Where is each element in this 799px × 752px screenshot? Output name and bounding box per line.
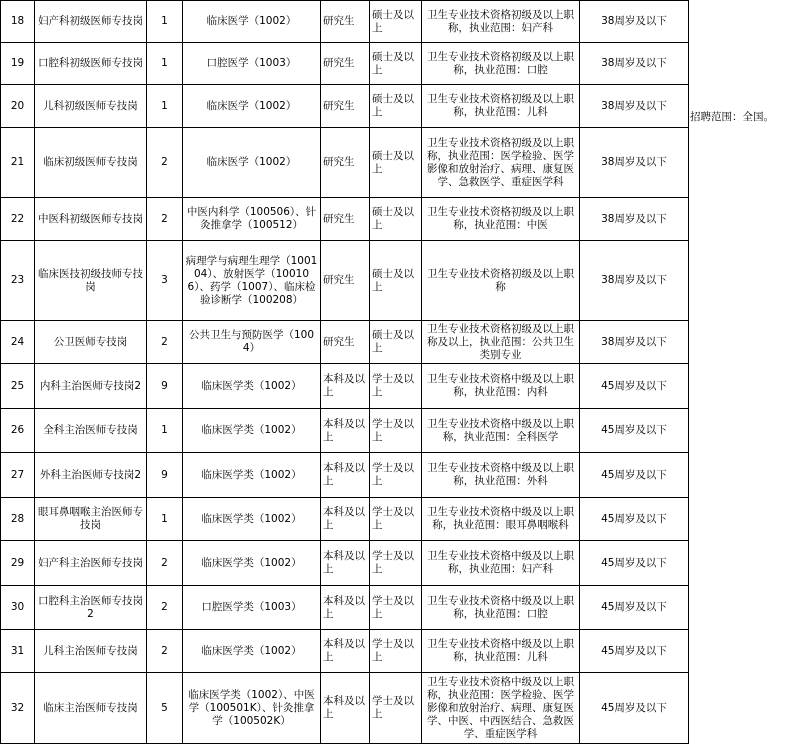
post-name-cell: 临床主治医师专技岗 bbox=[35, 673, 147, 744]
age-limit-cell: 45周岁及以下 bbox=[580, 630, 689, 673]
row-number-cell: 25 bbox=[1, 364, 35, 409]
post-name-cell: 口腔科主治医师专技岗2 bbox=[35, 586, 147, 630]
table-row bbox=[1, 128, 689, 198]
requirements-cell: 卫生专业技术资格中级及以上职称，执业范围：医学检验、医学影像和放射治疗、病理、康复医学、中医、中西医结合、急救医学、重症医学科 bbox=[422, 673, 580, 744]
hire-count-cell: 1 bbox=[147, 85, 183, 128]
requirements-cell: 卫生专业技术资格中级及以上职称，执业范围：妇产科 bbox=[422, 541, 580, 586]
degree-cell: 学士及以上 bbox=[370, 630, 422, 673]
table-row bbox=[1, 198, 689, 241]
major-cell: 口腔医学类（1003） bbox=[183, 586, 321, 630]
requirements-cell: 卫生专业技术资格中级及以上职称，执业范围：内科 bbox=[422, 364, 580, 409]
requirements-cell: 卫生专业技术资格初级及以上职称，执业范围：中医 bbox=[422, 198, 580, 241]
education-cell: 本科及以上 bbox=[321, 409, 370, 453]
requirements-cell: 卫生专业技术资格初级及以上职称，执业范围：妇产科 bbox=[422, 1, 580, 43]
table-row bbox=[1, 85, 689, 128]
major-cell: 临床医学（1002） bbox=[183, 85, 321, 128]
post-name-cell: 中医科初级医师专技岗 bbox=[35, 198, 147, 241]
age-limit-cell: 45周岁及以下 bbox=[580, 498, 689, 541]
row-number-cell: 29 bbox=[1, 541, 35, 586]
major-cell: 临床医学类（1002） bbox=[183, 453, 321, 498]
education-cell: 本科及以上 bbox=[321, 673, 370, 744]
major-cell: 中医内科学（100506）、针灸推拿学（100512） bbox=[183, 198, 321, 241]
education-cell: 本科及以上 bbox=[321, 586, 370, 630]
age-limit-cell: 45周岁及以下 bbox=[580, 541, 689, 586]
table-row bbox=[1, 43, 689, 85]
degree-cell: 学士及以上 bbox=[370, 453, 422, 498]
post-name-cell: 儿科主治医师专技岗 bbox=[35, 630, 147, 673]
hire-count-cell: 5 bbox=[147, 673, 183, 744]
education-cell: 研究生 bbox=[321, 198, 370, 241]
post-name-cell: 妇产科主治医师专技岗 bbox=[35, 541, 147, 586]
major-cell: 临床医学类（1002） bbox=[183, 630, 321, 673]
degree-cell: 硕士及以上 bbox=[370, 43, 422, 85]
age-limit-cell: 38周岁及以下 bbox=[580, 85, 689, 128]
education-cell: 本科及以上 bbox=[321, 498, 370, 541]
hire-count-cell: 1 bbox=[147, 43, 183, 85]
post-name-cell: 全科主治医师专技岗 bbox=[35, 409, 147, 453]
age-limit-cell: 38周岁及以下 bbox=[580, 43, 689, 85]
hire-count-cell: 2 bbox=[147, 198, 183, 241]
education-cell: 本科及以上 bbox=[321, 364, 370, 409]
row-number-cell: 32 bbox=[1, 673, 35, 744]
age-limit-cell: 38周岁及以下 bbox=[580, 241, 689, 321]
hire-count-cell: 2 bbox=[147, 541, 183, 586]
row-number-cell: 19 bbox=[1, 43, 35, 85]
hire-count-cell: 9 bbox=[147, 364, 183, 409]
age-limit-cell: 45周岁及以下 bbox=[580, 453, 689, 498]
hire-count-cell: 2 bbox=[147, 630, 183, 673]
education-cell: 本科及以上 bbox=[321, 541, 370, 586]
hire-count-cell: 1 bbox=[147, 1, 183, 43]
degree-cell: 硕士及以上 bbox=[370, 241, 422, 321]
row-number-cell: 23 bbox=[1, 241, 35, 321]
major-cell: 口腔医学（1003） bbox=[183, 43, 321, 85]
row-number-cell: 26 bbox=[1, 409, 35, 453]
education-cell: 研究生 bbox=[321, 321, 370, 364]
table-row bbox=[1, 498, 689, 541]
degree-cell: 硕士及以上 bbox=[370, 85, 422, 128]
degree-cell: 学士及以上 bbox=[370, 409, 422, 453]
major-cell: 临床医学（1002） bbox=[183, 128, 321, 198]
row-number-cell: 24 bbox=[1, 321, 35, 364]
table-row bbox=[1, 364, 689, 409]
age-limit-cell: 45周岁及以下 bbox=[580, 586, 689, 630]
major-cell: 临床医学类（1002） bbox=[183, 409, 321, 453]
table-row bbox=[1, 453, 689, 498]
hire-count-cell: 3 bbox=[147, 241, 183, 321]
requirements-cell: 卫生专业技术资格中级及以上职称，执业范围：儿科 bbox=[422, 630, 580, 673]
post-name-cell: 临床医技初级技师专技岗 bbox=[35, 241, 147, 321]
education-cell: 研究生 bbox=[321, 241, 370, 321]
post-name-cell: 临床初级医师专技岗 bbox=[35, 128, 147, 198]
major-cell: 临床医学类（1002） bbox=[183, 541, 321, 586]
hire-count-cell: 1 bbox=[147, 498, 183, 541]
post-name-cell: 公卫医师专技岗 bbox=[35, 321, 147, 364]
degree-cell: 学士及以上 bbox=[370, 541, 422, 586]
row-number-cell: 28 bbox=[1, 498, 35, 541]
degree-cell: 硕士及以上 bbox=[370, 198, 422, 241]
requirements-cell: 卫生专业技术资格中级及以上职称，执业范围：外科 bbox=[422, 453, 580, 498]
post-name-cell: 眼耳鼻咽喉主治医师专技岗 bbox=[35, 498, 147, 541]
age-limit-cell: 38周岁及以下 bbox=[580, 128, 689, 198]
degree-cell: 硕士及以上 bbox=[370, 1, 422, 43]
requirements-cell: 卫生专业技术资格初级及以上职称，执业范围：口腔 bbox=[422, 43, 580, 85]
requirements-cell: 卫生专业技术资格初级及以上职称 bbox=[422, 241, 580, 321]
major-cell: 临床医学（1002） bbox=[183, 1, 321, 43]
hire-count-cell: 1 bbox=[147, 409, 183, 453]
education-cell: 研究生 bbox=[321, 43, 370, 85]
age-limit-cell: 38周岁及以下 bbox=[580, 1, 689, 43]
requirements-cell: 卫生专业技术资格中级及以上职称，执业范围：眼耳鼻咽喉科 bbox=[422, 498, 580, 541]
table-row bbox=[1, 673, 689, 744]
row-number-cell: 27 bbox=[1, 453, 35, 498]
recruitment-scope-note: 招聘范围：全国。 bbox=[690, 111, 774, 123]
post-name-cell: 口腔科初级医师专技岗 bbox=[35, 43, 147, 85]
degree-cell: 学士及以上 bbox=[370, 498, 422, 541]
table-row bbox=[1, 586, 689, 630]
row-number-cell: 18 bbox=[1, 1, 35, 43]
age-limit-cell: 38周岁及以下 bbox=[580, 198, 689, 241]
hire-count-cell: 2 bbox=[147, 128, 183, 198]
table-row bbox=[1, 321, 689, 364]
table-row bbox=[1, 541, 689, 586]
table-row bbox=[1, 409, 689, 453]
row-number-cell: 22 bbox=[1, 198, 35, 241]
major-cell: 病理学与病理生理学（100104）、放射医学（100106）、药学（1007）、临床检验诊断学（100208） bbox=[183, 241, 321, 321]
degree-cell: 学士及以上 bbox=[370, 586, 422, 630]
age-limit-cell: 45周岁及以下 bbox=[580, 409, 689, 453]
table-row bbox=[1, 630, 689, 673]
age-limit-cell: 38周岁及以下 bbox=[580, 321, 689, 364]
post-name-cell: 妇产科初级医师专技岗 bbox=[35, 1, 147, 43]
requirements-cell: 卫生专业技术资格初级及以上职称及以上，执业范围：公共卫生类别专业 bbox=[422, 321, 580, 364]
post-name-cell: 外科主治医师专技岗2 bbox=[35, 453, 147, 498]
major-cell: 临床医学类（1002） bbox=[183, 364, 321, 409]
education-cell: 本科及以上 bbox=[321, 630, 370, 673]
hire-count-cell: 9 bbox=[147, 453, 183, 498]
degree-cell: 学士及以上 bbox=[370, 364, 422, 409]
age-limit-cell: 45周岁及以下 bbox=[580, 673, 689, 744]
major-cell: 公共卫生与预防医学（1004） bbox=[183, 321, 321, 364]
hire-count-cell: 2 bbox=[147, 586, 183, 630]
education-cell: 研究生 bbox=[321, 1, 370, 43]
age-limit-cell: 45周岁及以下 bbox=[580, 364, 689, 409]
degree-cell: 学士及以上 bbox=[370, 673, 422, 744]
row-number-cell: 31 bbox=[1, 630, 35, 673]
row-number-cell: 30 bbox=[1, 586, 35, 630]
requirements-cell: 卫生专业技术资格中级及以上职称，执业范围：口腔 bbox=[422, 586, 580, 630]
degree-cell: 硕士及以上 bbox=[370, 321, 422, 364]
requirements-cell: 卫生专业技术资格初级及以上职称，执业范围：医学检验、医学影像和放射治疗、病理、康复医学、急救医学、重症医学科 bbox=[422, 128, 580, 198]
post-name-cell: 内科主治医师专技岗2 bbox=[35, 364, 147, 409]
table-row bbox=[1, 1, 689, 43]
row-number-cell: 20 bbox=[1, 85, 35, 128]
education-cell: 本科及以上 bbox=[321, 453, 370, 498]
requirements-cell: 卫生专业技术资格初级及以上职称，执业范围：儿科 bbox=[422, 85, 580, 128]
requirements-cell: 卫生专业技术资格中级及以上职称，执业范围：全科医学 bbox=[422, 409, 580, 453]
table-body bbox=[1, 1, 689, 744]
education-cell: 研究生 bbox=[321, 128, 370, 198]
post-name-cell: 儿科初级医师专技岗 bbox=[35, 85, 147, 128]
education-cell: 研究生 bbox=[321, 85, 370, 128]
table-row bbox=[1, 241, 689, 321]
major-cell: 临床医学类（1002）、中医学（100501K）、针灸推拿学（100502K） bbox=[183, 673, 321, 744]
hire-count-cell: 2 bbox=[147, 321, 183, 364]
row-number-cell: 21 bbox=[1, 128, 35, 198]
major-cell: 临床医学类（1002） bbox=[183, 498, 321, 541]
degree-cell: 硕士及以上 bbox=[370, 128, 422, 198]
